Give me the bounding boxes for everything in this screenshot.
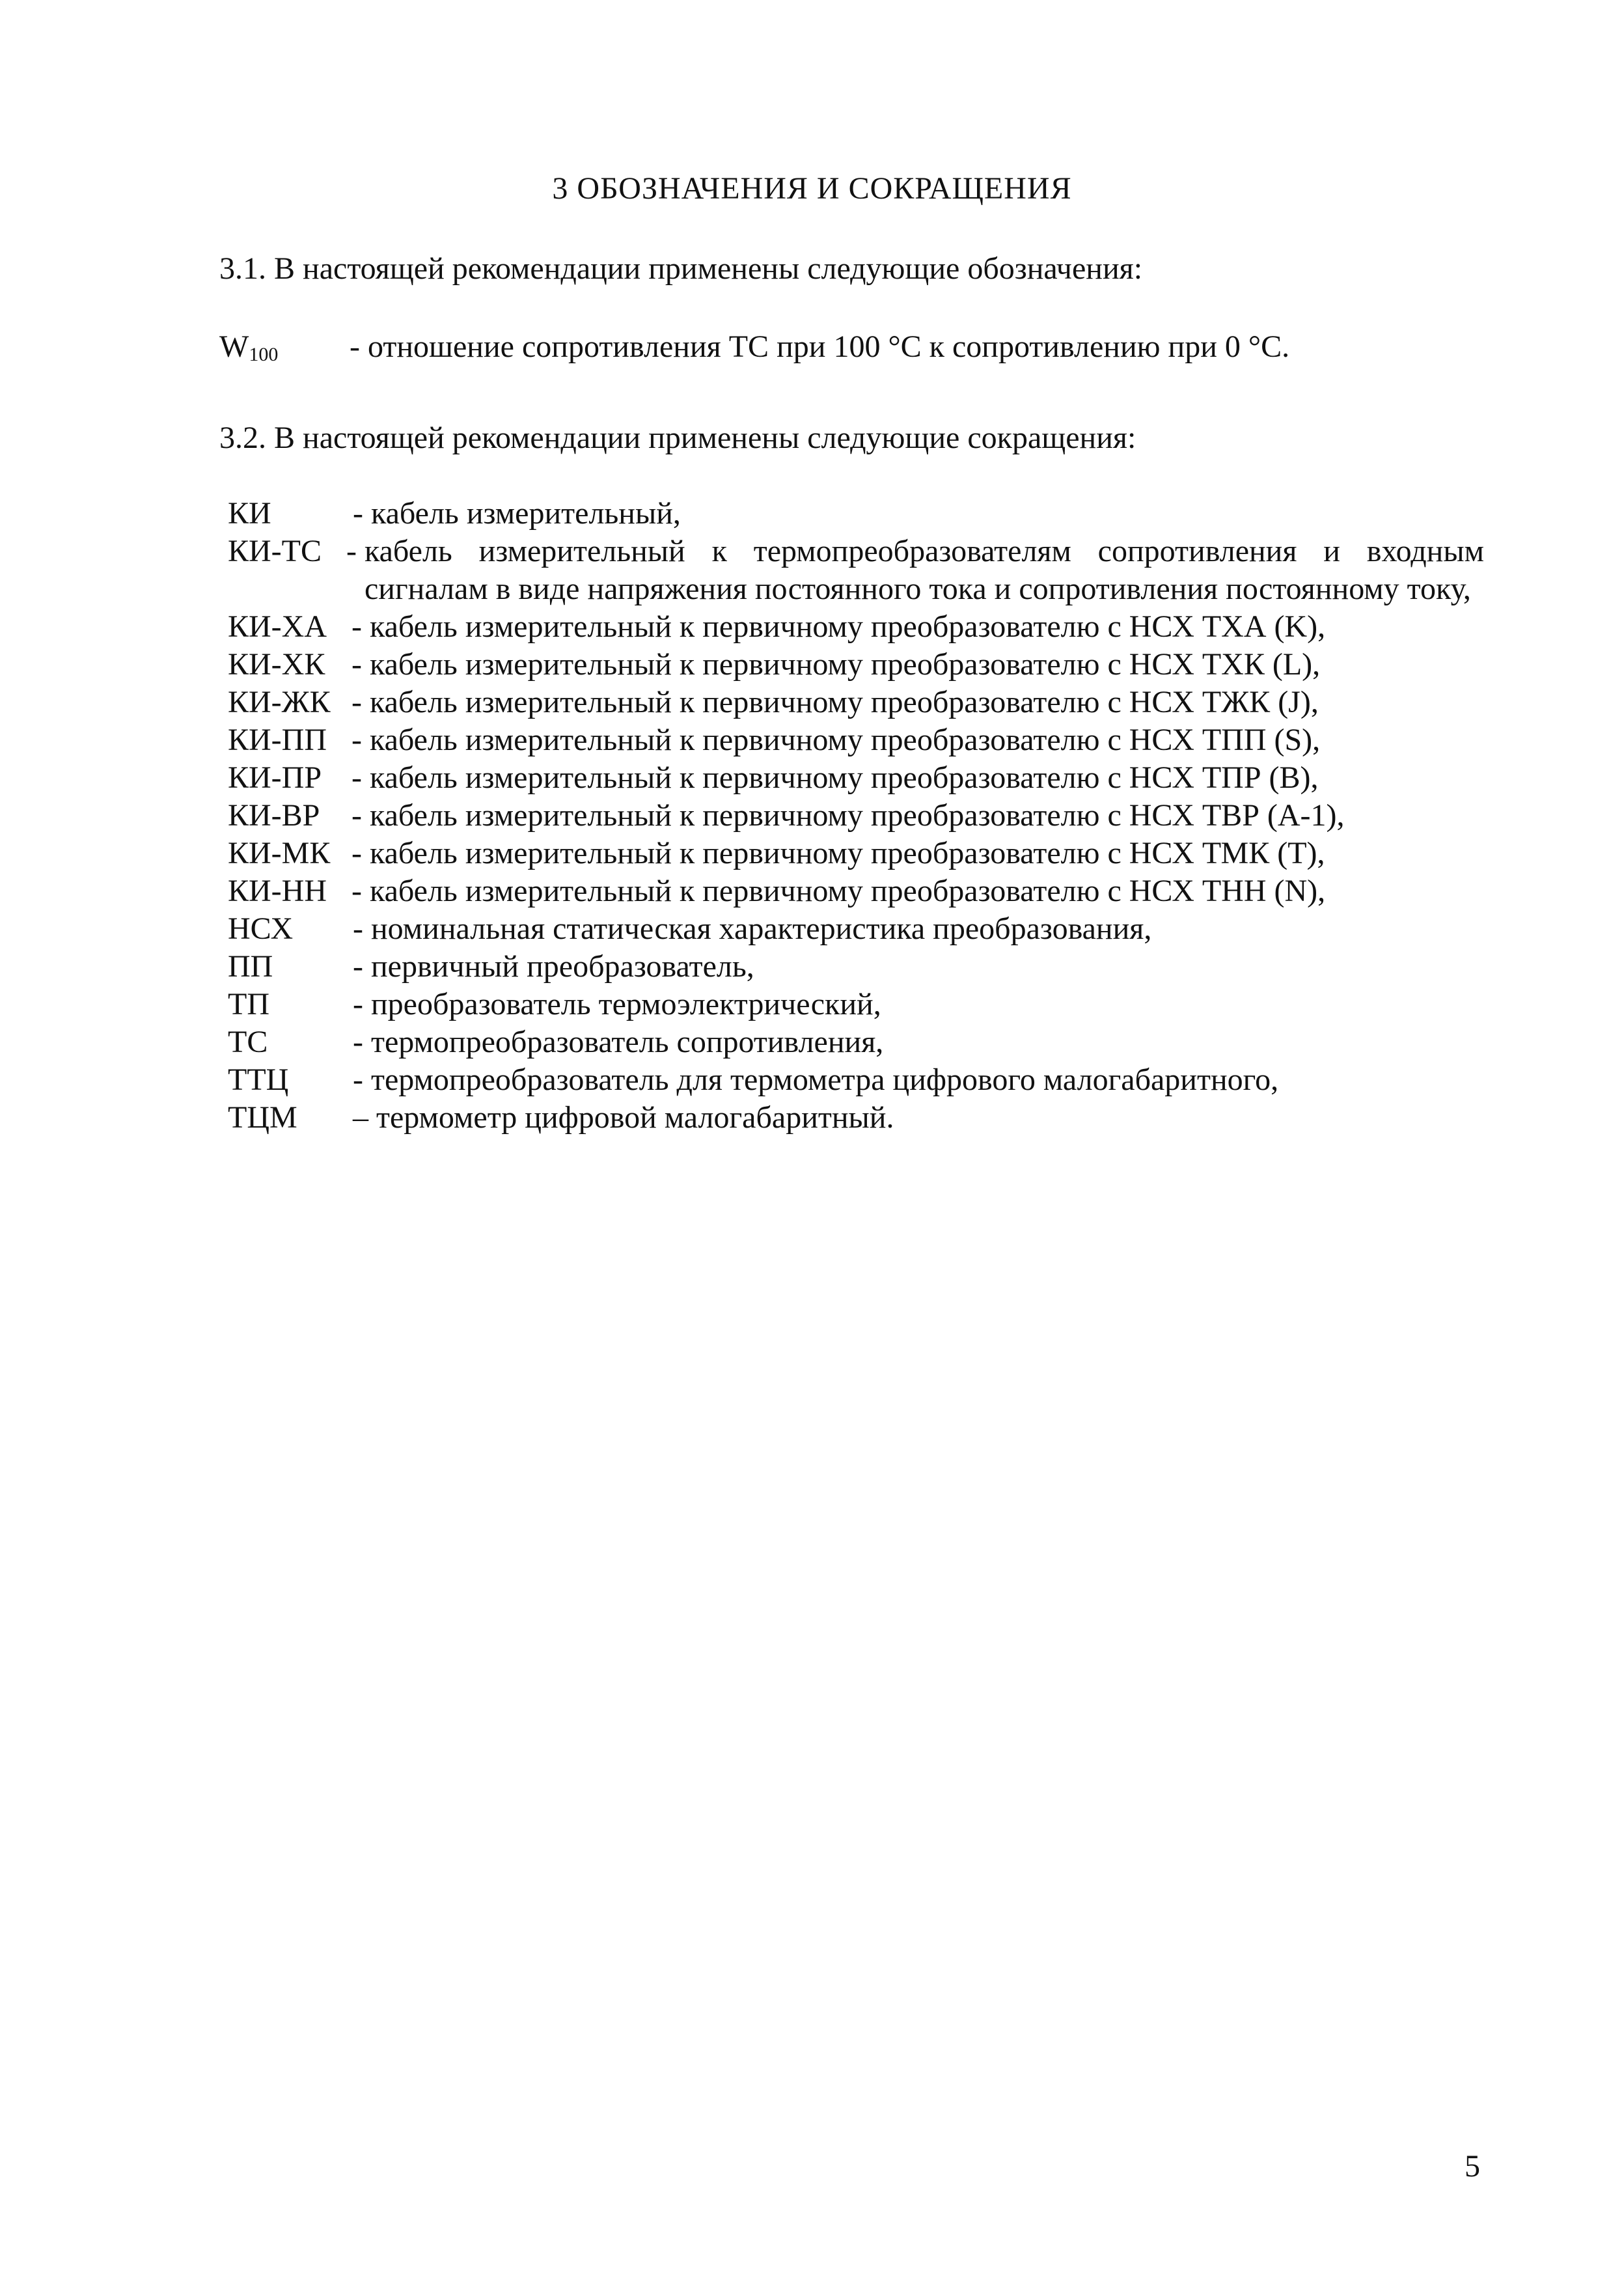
- abbreviation-row: [228, 721, 1484, 759]
- abbreviation-definition: кабель измерительный к термопреобразователям сопротивления и входным сигналам в виде напряжения постоянного тока и сопротивления постоянному току,: [364, 534, 1484, 606]
- symbol-main: W: [219, 329, 249, 364]
- abbreviation-term: КИ-ПР: [228, 760, 322, 795]
- abbreviation-row: [228, 684, 1484, 721]
- abbreviations-intro: 3.2. В настоящей рекомендации применены следующие сокращения:: [219, 421, 1136, 455]
- abbreviation-definition: кабель измерительный к первичному преобразователю с НСХ ТПР (B),: [369, 760, 1319, 795]
- abbreviation-dash: -: [353, 949, 363, 984]
- abbreviation-term: КИ-ХА: [228, 609, 327, 644]
- abbreviation-term: ТС: [228, 1025, 268, 1059]
- abbreviation-definition: первичный преобразователь,: [370, 949, 754, 984]
- abbreviation-dash: -: [353, 987, 363, 1021]
- abbreviation-dash: -: [351, 760, 362, 795]
- abbreviation-term: КИ-МК: [228, 836, 331, 870]
- abbreviation-dash: –: [353, 1100, 368, 1135]
- abbreviation-definition: кабель измерительный к первичному преобразователю с НСХ ТЖК (J),: [369, 685, 1319, 719]
- abbreviation-dash: -: [353, 1025, 363, 1059]
- abbreviation-dash: -: [351, 647, 362, 682]
- page-number: 5: [1465, 2149, 1480, 2184]
- abbreviation-dash: -: [353, 496, 363, 531]
- abbreviation-row: [228, 759, 1484, 797]
- abbreviation-term: КИ: [228, 496, 271, 531]
- abbreviation-term: КИ-ЖК: [228, 685, 331, 719]
- abbreviation-dash: -: [351, 798, 362, 833]
- abbreviation-definition: кабель измерительный,: [370, 496, 681, 531]
- abbreviation-row: [228, 872, 1484, 910]
- abbreviation-definition: кабель измерительный к первичному преобразователю с НСХ ТВР (А-1),: [369, 798, 1345, 833]
- abbreviation-dash: -: [351, 609, 362, 644]
- abbreviations-list: [228, 495, 1484, 1137]
- abbreviation-dash: -: [351, 836, 362, 870]
- abbreviation-definition: преобразователь термоэлектрический,: [370, 987, 881, 1021]
- abbreviation-term: ПП: [228, 949, 273, 984]
- designations-intro: 3.1. В настоящей рекомендации применены следующие обозначения:: [219, 251, 1143, 286]
- abbreviation-row: [228, 910, 1484, 948]
- abbreviation-row: [228, 835, 1484, 872]
- abbreviation-term: КИ-ПП: [228, 723, 327, 757]
- abbreviation-definition: номинальная статическая характеристика преобразования,: [370, 911, 1152, 946]
- abbreviation-dash: -: [353, 911, 363, 946]
- abbreviation-dash: -: [351, 874, 362, 908]
- abbreviation-term: НСХ: [228, 911, 294, 946]
- abbreviation-term: ТЦМ: [228, 1100, 297, 1135]
- abbreviation-definition: кабель измерительный к первичному преобразователю с НСХ ТМК (Т),: [369, 836, 1325, 870]
- abbreviation-term: КИ-ХК: [228, 647, 325, 682]
- abbreviation-definition: кабель измерительный к первичному преобразователю с НСХ ТХК (L),: [369, 647, 1321, 682]
- abbreviation-dash: -: [351, 685, 362, 719]
- abbreviation-term: КИ-ТС: [228, 534, 322, 568]
- designation-symbol: [219, 329, 350, 366]
- symbol-subscript: 100: [249, 344, 279, 365]
- abbreviation-dash: -: [353, 1062, 363, 1097]
- designation-row: [219, 329, 1289, 366]
- abbreviation-definition: кабель измерительный к первичному преобразователю с НСХ ТПП (S),: [369, 723, 1321, 757]
- abbreviation-term: КИ-ВР: [228, 798, 320, 833]
- abbreviation-definition: кабель измерительный к первичному преобразователю с НСХ ТХА (K),: [369, 609, 1326, 644]
- abbreviation-definition: кабель измерительный к первичному преобразователю с НСХ ТНН (N),: [369, 874, 1326, 908]
- abbreviation-term: ТП: [228, 987, 269, 1021]
- abbreviation-row: [228, 495, 1484, 533]
- abbreviation-dash: -: [351, 723, 362, 757]
- abbreviation-row: [228, 986, 1484, 1023]
- abbreviation-term: КИ-НН: [228, 874, 327, 908]
- abbreviation-row: [228, 1023, 1484, 1061]
- abbreviation-row: [228, 646, 1484, 684]
- section-title: 3 ОБОЗНАЧЕНИЯ И СОКРАЩЕНИЯ: [552, 171, 1072, 206]
- abbreviation-definition: термопреобразователь для термометра цифрового малогабаритного,: [370, 1062, 1279, 1097]
- abbreviation-dash: -: [346, 534, 357, 568]
- abbreviation-row: [228, 608, 1484, 646]
- abbreviation-definition: термопреобразователь сопротивления,: [370, 1025, 884, 1059]
- abbreviation-row: [228, 948, 1484, 986]
- abbreviation-row: [228, 533, 1484, 608]
- abbreviation-row: [228, 1099, 1484, 1137]
- abbreviation-definition: термометр цифровой малогабаритный.: [376, 1100, 894, 1135]
- abbreviation-row: [228, 797, 1484, 835]
- designation-definition: - отношение сопротивления ТС при 100 °С к сопротивлению при 0 °С.: [350, 329, 1290, 364]
- abbreviation-row: [228, 1061, 1484, 1099]
- abbreviation-term: ТТЦ: [228, 1062, 289, 1097]
